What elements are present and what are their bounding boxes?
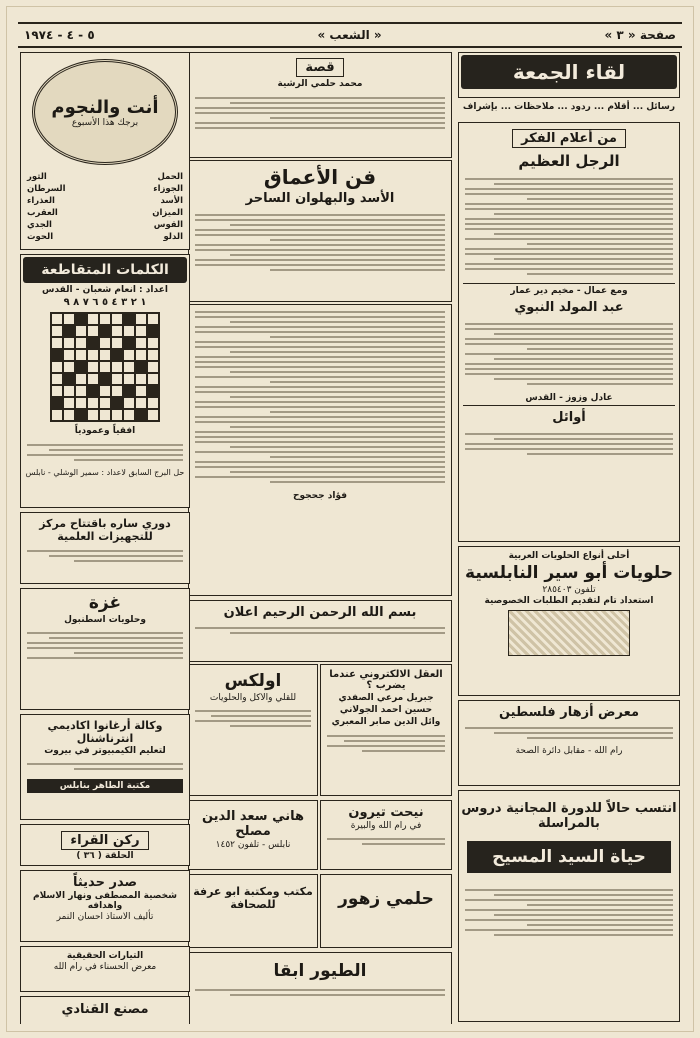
letters-box (188, 52, 452, 158)
hani-ad (188, 800, 318, 870)
name-2: حسين احمد الجولاني (339, 705, 433, 715)
story-continuation (188, 304, 452, 596)
crossword-digits: ١ ٢ ٣ ٤ ٥ ٦ ٧ ٨ ٩ (63, 297, 147, 308)
right-column (458, 52, 680, 1024)
clinic-title: نيحت تيرون (348, 805, 424, 820)
letters-side (320, 664, 452, 796)
hani-line: نابلس - تلفون ١٤٥٢ (215, 840, 291, 850)
page-number: صفحة « ٣ » (604, 28, 676, 42)
announcement-title: بسم الله الرحمن الرحيم اعلان (223, 605, 417, 620)
paper-name: « الشعب » (317, 28, 382, 42)
science-center-title: دوري ساره باقتتاح مركز للتجهيزات العلمية (39, 517, 171, 543)
flowers-ad (458, 700, 680, 786)
name-1: جبريل مرعي الصفدي (338, 693, 434, 703)
article2-title: عبد المولد النبوي (514, 300, 624, 315)
flowers-ad-line: رام الله - مقابل دائرة الصحة (515, 746, 623, 756)
article3-byline: عادل وزوز - القدس (525, 393, 613, 403)
banner-subhead (458, 100, 680, 118)
flowers-shop-ad (320, 874, 452, 948)
horoscope-logo (32, 59, 178, 165)
article2-byline: ومع عمال - مخيم دير عمار (510, 286, 628, 296)
shop-line: التيارات الحقيقية (66, 951, 144, 961)
factory-title: مصنع القنادي (61, 1002, 149, 1017)
clinic-line: في رام الله والبيرة (350, 821, 422, 831)
article1-title: الرجل العظيم (518, 152, 620, 170)
travel-ad (20, 714, 190, 820)
course-ad (458, 790, 680, 1022)
story-box (188, 160, 452, 302)
crossword-answer: حل البرج السابق لاعداد : سمير الوشلي - نابلس (25, 468, 185, 477)
horoscope-row: الأسد العذراء (27, 196, 183, 206)
book-title: صدر حديثاً (72, 875, 138, 890)
press-office-ad (188, 874, 318, 948)
birds-title: الطيور ابقا (273, 961, 367, 981)
flowers-ad-title: معرض أزهار فلسطين (498, 705, 640, 720)
article3-title: أوائل (552, 410, 586, 425)
reader-episode: الحلقة ( ٣٦ ) (76, 851, 134, 861)
banner-title: لقاء الجمعة (461, 55, 677, 89)
shop-ad (20, 946, 190, 992)
gaza-ad (20, 588, 190, 710)
horoscope-subtitle: برجك هذا الأسبوع (71, 117, 139, 128)
horoscope-row: الميزان العقرب (27, 208, 183, 218)
course-ad-subject: حياة السيد المسيح (467, 841, 671, 873)
story-subtitle: الأسد والبهلوان الساحر (245, 191, 395, 206)
book-ad (20, 870, 190, 942)
book-line1: شخصية المصطفى ونهار الاسلام واهدافه (33, 891, 177, 911)
crossword-author: اعداد : انعام شعبان - القدس (42, 285, 168, 295)
crossword-banner: الكلمات المتقاطعة (23, 257, 187, 283)
page-header (18, 22, 682, 48)
olex-title: اولكس (224, 671, 282, 691)
crossword-grid (50, 312, 160, 422)
gaza-line: وحلويات اسطنبول (64, 615, 146, 625)
press-office-title: مكتب ومكتبة ابو عرفة للصحافة (193, 885, 313, 911)
article1-body (459, 172, 679, 281)
article3-body (459, 427, 679, 461)
story-byline: فؤاد جحجوح (293, 491, 347, 501)
sweets-ad-line2: حلويات أبو سير النابلسية (465, 563, 673, 583)
olex-ad (188, 664, 318, 796)
story-title: فن الأعماق (263, 165, 377, 189)
factory-ad (20, 996, 190, 1024)
crossword-box (20, 254, 190, 508)
articles-box (458, 122, 680, 542)
name-3: وائل الدين صابر المعبري (331, 717, 441, 727)
middle-column (188, 52, 452, 1024)
birds-ad (188, 952, 452, 1024)
left-column (20, 52, 190, 1024)
travel-line1: لتعليم الكيمبيوتر في بيروت (44, 746, 166, 756)
book-line2: تأليف الاستاذ احسان النمر (56, 912, 154, 922)
horoscope-box (20, 52, 190, 250)
section-tag: من أعلام الفكر (512, 129, 626, 148)
hani-title: هاني سعد الدين مصلح (201, 809, 305, 839)
reader-corner (20, 824, 190, 866)
sweets-ad (458, 546, 680, 696)
letters-byline: محمد حلمي الرشية (277, 79, 363, 89)
story-tag: قصة (296, 58, 343, 77)
letters-side-title: العقل الالكتروني عندما يضرب ؟ (329, 669, 443, 691)
science-center-ad (20, 512, 190, 584)
issue-date: ٥ - ٤ - ١٩٧٤ (24, 28, 95, 42)
crossword-clues-title: افقياً وعمودياً (74, 426, 136, 436)
horoscope-row: الجوزاء السرطان (27, 184, 183, 194)
announcement (188, 600, 452, 662)
sweets-ad-line1: أحلى أنواع الحلويات العربية (508, 551, 630, 561)
reader-tag: ركن القراء (61, 831, 148, 850)
horoscope-row: الحمل الثور (27, 172, 183, 182)
friday-meeting-banner (458, 52, 680, 98)
travel-line2: مكتبة الطاهر بنابلس (27, 779, 183, 793)
gaza-title: غزة (88, 593, 122, 613)
subhead-text: رسائل ... أقلام ... ردود ... ملاحظات ... بإشراف (462, 102, 676, 112)
horoscope-title: أنت والنجوم (51, 96, 159, 118)
horoscope-row: القوس الجدي (27, 220, 183, 230)
olex-line: للقلي والاكل والحلويات (209, 693, 297, 703)
course-ad-title: انتسب حالاً للدورة المجانية دروس بالمراسلة (461, 801, 677, 831)
flowers-shop-title: حلمي زهور (338, 889, 434, 909)
shop-title: معرض الحسناء في رام الله (53, 962, 157, 972)
horoscope-row: الدلو الحوت (27, 232, 183, 242)
travel-title: وكالة أرغانوا اكاديمي انترناشنال (47, 719, 163, 745)
article2-body (459, 317, 679, 391)
clinic-ad (320, 800, 452, 870)
sweets-ad-phone: تلفون ٢٨٥٤٠٣ (542, 585, 596, 595)
sweets-ad-graphic (508, 610, 630, 656)
sweets-ad-line3: استعداد تام لتقديم الطلبات الخصوصية (484, 596, 654, 606)
